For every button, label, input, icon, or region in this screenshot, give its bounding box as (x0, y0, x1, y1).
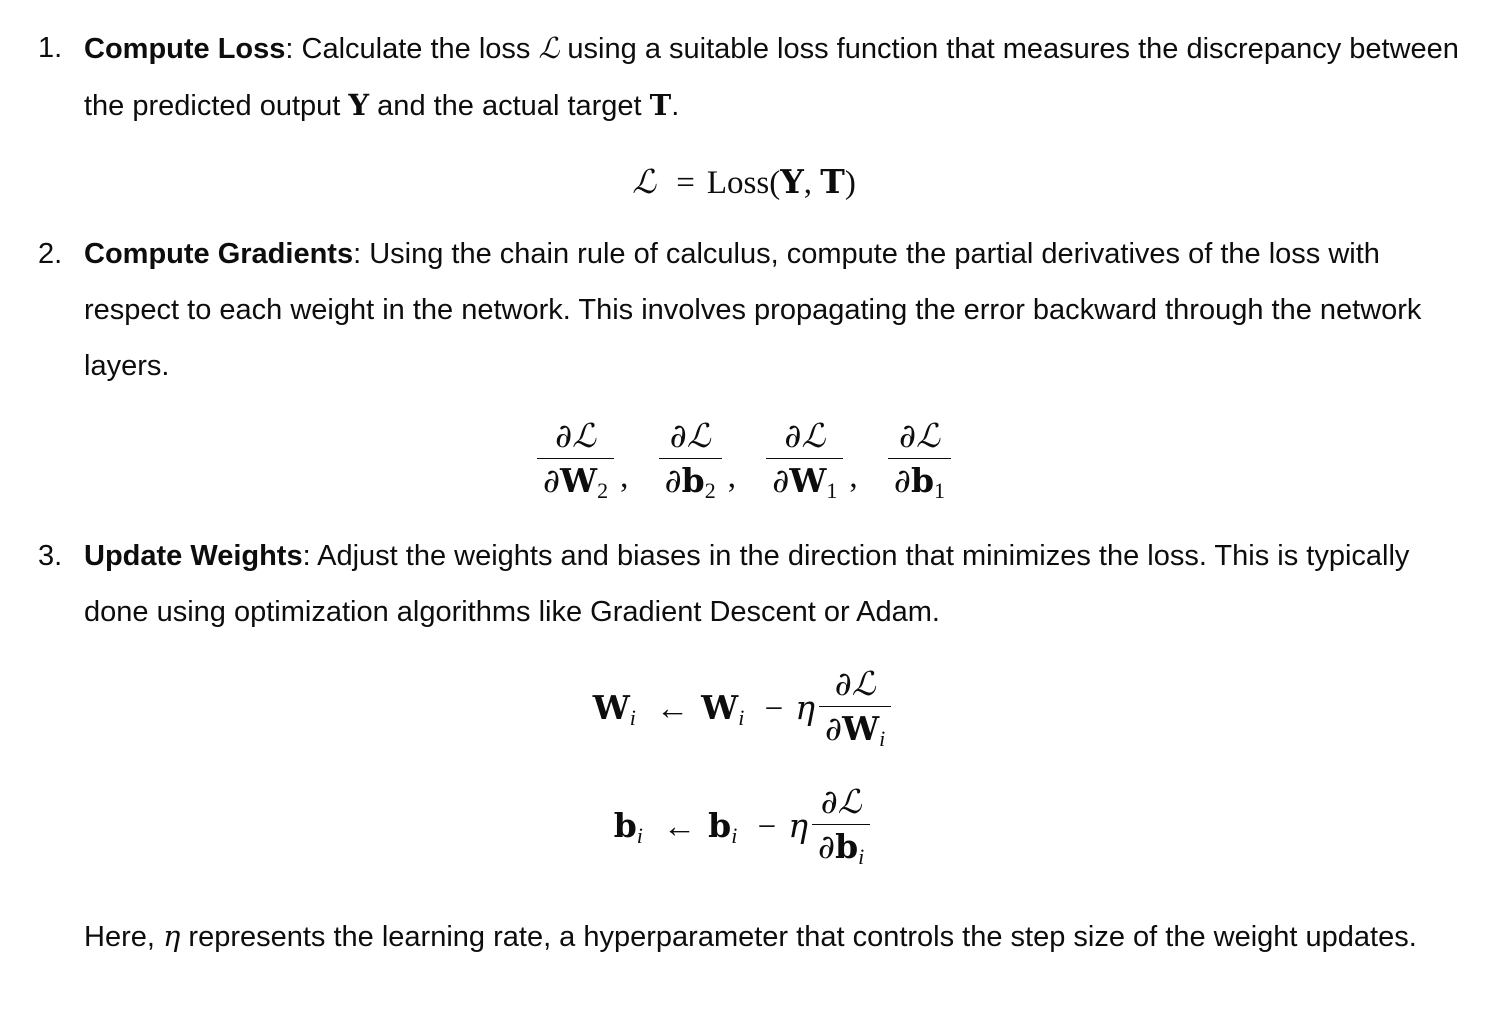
eta-symbol: η (795, 688, 815, 728)
weight-update-equation (0, 666, 1488, 757)
output-symbol: Y (348, 88, 370, 122)
step-text: and the actual target (369, 90, 650, 122)
subscript: 1 (934, 478, 946, 503)
subscript: i (731, 823, 738, 849)
weight-symbol: W (842, 709, 880, 748)
step-number: 2. (38, 238, 63, 270)
partial-symbol: ∂ (818, 827, 836, 866)
bias-symbol: b (835, 827, 859, 866)
loss-function-name: Loss (706, 165, 770, 201)
subscript: i (629, 705, 636, 731)
step-text: : Calculate the loss (285, 33, 539, 65)
subscript: i (738, 705, 745, 731)
step-paragraph (84, 528, 1464, 640)
step-text: : Adjust the weights and biases in the direction that minimizes the loss. This is typically done using optimization algorithms like Gradient Descent or Adam. (84, 540, 1410, 628)
gradient-fraction (888, 418, 951, 509)
weight-symbol: W (560, 461, 598, 500)
target-symbol: T (820, 162, 845, 201)
bias-update-equation (0, 784, 1488, 875)
fraction-numerator: ∂ℒ (669, 416, 711, 455)
fraction-numerator: ∂ℒ (820, 782, 862, 821)
subscript: i (879, 726, 886, 751)
step-paragraph (84, 226, 1464, 394)
partial-symbol: ∂ (542, 461, 561, 500)
minus-sign: − (757, 809, 777, 846)
step-text: . (671, 90, 680, 122)
weight-symbol: W (789, 461, 827, 500)
note-text: Here, (84, 921, 163, 953)
eta-symbol: η (788, 806, 809, 846)
loss-symbol: ℒ (538, 31, 560, 65)
step-number: 1. (38, 32, 63, 64)
step-title: Compute Loss (84, 33, 286, 65)
loss-equation (0, 162, 1488, 202)
step-text: using a suitable loss function that measures the discrepancy between the predicted output (84, 33, 1459, 122)
step-paragraph (84, 20, 1464, 134)
step-text: : Using the chain rule of calculus, compute the partial derivatives of the loss with respect to each weight in the network. This involves propagating the error backward through the network layers. (84, 238, 1422, 382)
partial-symbol: ∂ (893, 461, 911, 500)
paren: ( (769, 165, 781, 201)
gradient-fraction (812, 784, 870, 875)
bias-symbol: b (613, 806, 637, 846)
paren: ) (844, 165, 856, 201)
bias-symbol: b (681, 461, 705, 500)
bias-symbol: b (910, 461, 935, 500)
gradient-fraction (819, 666, 891, 757)
gradient-fraction (537, 418, 614, 509)
separator: , (803, 165, 821, 201)
step-number: 3. (38, 540, 63, 572)
gradient-fractions (0, 418, 1488, 509)
step-title: Update Weights (84, 540, 303, 572)
partial-symbol: ∂ (664, 461, 682, 500)
loss-symbol: ℒ (632, 162, 656, 201)
assign-arrow: ← (663, 809, 697, 846)
fraction-numerator: ∂ℒ (555, 416, 596, 455)
subscript: 2 (597, 478, 609, 503)
bias-symbol: b (708, 806, 732, 846)
subscript: i (636, 823, 643, 849)
learning-rate-note (84, 908, 1464, 965)
eta-symbol: η (162, 919, 181, 953)
equals-sign: = (676, 165, 695, 201)
separator: , (849, 459, 858, 495)
weight-symbol: W (701, 688, 739, 728)
subscript: 2 (704, 478, 716, 503)
separator: , (620, 459, 629, 495)
step-title: Compute Gradients (84, 238, 354, 270)
gradient-fraction (659, 418, 722, 509)
fraction-numerator: ∂ℒ (834, 664, 876, 703)
target-symbol: T (649, 88, 672, 122)
fraction-numerator: ∂ℒ (899, 416, 940, 455)
subscript: 1 (826, 478, 838, 503)
partial-symbol: ∂ (772, 461, 790, 500)
subscript: i (858, 844, 865, 869)
separator: , (727, 459, 736, 495)
gradient-fraction (766, 418, 843, 509)
partial-symbol: ∂ (825, 709, 843, 748)
assign-arrow: ← (656, 691, 690, 728)
minus-sign: − (764, 691, 784, 728)
weight-symbol: W (592, 688, 630, 728)
fraction-numerator: ∂ℒ (784, 416, 826, 455)
output-symbol: Y (780, 162, 804, 201)
note-text: represents the learning rate, a hyperparameter that controls the step size of the weight updates. (180, 921, 1417, 953)
